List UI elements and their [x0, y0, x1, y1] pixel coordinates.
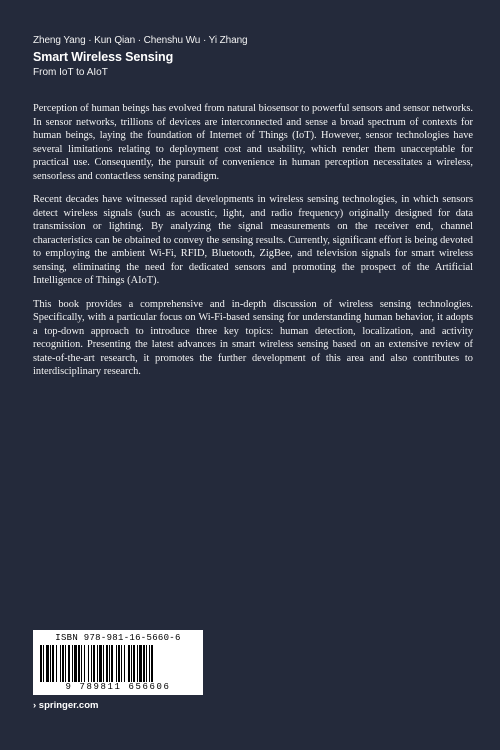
barcode-digits: 9 789811 656606	[65, 682, 171, 692]
book-title: Smart Wireless Sensing	[33, 50, 174, 64]
blurb-paragraph: Recent decades have witnessed rapid developments in wireless sensing technologies, in which sensors detect wireless signals (such as acoustic, light, and radio frequency) originally designed for data transmission or lighting. By analyzing the signal measurements on the receiver end, channel characteristics can be obtained to convey the sensing results. Currently, significant effort is being devoted to employing the ambient Wi-Fi, RFID, Bluetooth, ZigBee, and television signals for smart wireless sensing, eliminating the need for dedicated sensors and promoting the prospect of the Artificial Intelligence of Things (AIoT).	[33, 194, 473, 286]
book-subtitle: From IoT to AIoT	[33, 67, 108, 78]
publisher-website: › springer.com	[33, 700, 99, 711]
isbn-label: ISBN 978-981-16-5660-6	[55, 633, 181, 643]
barcode-bars	[38, 645, 196, 682]
blurb-paragraph: This book provides a comprehensive and in-depth discussion of wireless sensing technologies. Specifically, with a particular focus on Wi-Fi-based sensing for understanding human behavior, it adopts a top-down approach to introduce three key topics: human detection, localization, and activity recognition. Presenting the latest advances in smart wireless sensing based on an extensive review of state-of-the-art research, it promotes the further development of this area and also contributes to interdisciplinary research.	[33, 298, 473, 377]
isbn-barcode	[33, 630, 203, 695]
authors: Zheng Yang · Kun Qian · Chenshu Wu · Yi Zhang	[33, 35, 248, 46]
back-cover-blurb	[33, 102, 473, 389]
blurb-paragraph: Perception of human beings has evolved from natural biosensor to powerful sensors and sensor networks. In sensor networks, trillions of devices are interconnected and sense a broad spectrum of contexts for human beings, laying the foundation of Internet of Things (IoT). However, sensor technologies have several limitations relating to deployment cost and usability, which render them unacceptable for practical use. Consequently, the pursuit of convenience in human perception necessitates a wireless, sensorless and contactless sensing paradigm.	[33, 103, 473, 182]
cover-header	[33, 34, 473, 79]
